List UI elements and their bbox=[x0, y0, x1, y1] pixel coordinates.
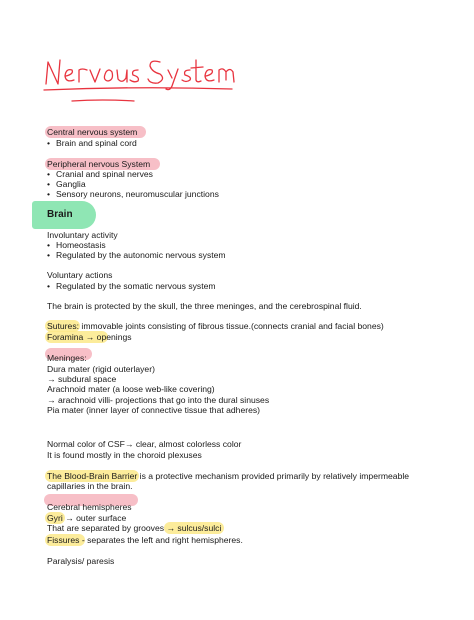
foramina-line bbox=[47, 332, 132, 343]
bbb-term: The Blood-Brain Barrier bbox=[47, 471, 138, 481]
csf-line-1: Normal color of CSF→ clear, almost colorless color bbox=[47, 439, 242, 449]
sutures-def: immovable joints consisting of fibrous tissue.(connects cranial and facial bones) bbox=[79, 321, 384, 331]
protection-text: The brain is protected by the skull, the three meninges, and the cerebrospinal fluid. bbox=[47, 301, 362, 311]
voluntary-heading: Voluntary actions bbox=[47, 270, 113, 280]
meninges-line-1: Dura mater (rigid outerlayer) bbox=[47, 364, 155, 374]
paralysis-text: Paralysis/ paresis bbox=[47, 556, 115, 566]
bbb-line bbox=[47, 471, 409, 482]
fissures-def: separates the left and right hemispheres. bbox=[84, 535, 243, 545]
voluntary-bullet-1: • Regulated by the somatic nervous system bbox=[47, 281, 216, 292]
bbb-def: is a protective mechanism provided primarily by relatively impermeable bbox=[137, 471, 410, 481]
peripheral-bullet-3: • Sensory neurons, neuromuscular junctions bbox=[47, 189, 219, 200]
grooves-pre: That are separated by grooves bbox=[47, 523, 167, 533]
peripheral-bullet-1: • Cranial and spinal nerves bbox=[47, 169, 153, 180]
fissures-term: Fissures - bbox=[47, 535, 85, 545]
gyri-term: Gyri bbox=[47, 513, 63, 523]
foramina-term: Foramina bbox=[47, 332, 84, 342]
meninges-line-3: Arachnoid mater (a loose web-like covering) bbox=[47, 384, 215, 394]
brain-heading: Brain bbox=[47, 209, 73, 220]
involuntary-bullet-1: • Homeostasis bbox=[47, 240, 106, 251]
central-bullet-1: • Brain and spinal cord bbox=[47, 138, 137, 149]
peripheral-bullet-2: • Ganglia bbox=[47, 179, 86, 190]
meninges-line-4: → arachnoid villi- projections that go into the dural sinuses bbox=[47, 395, 270, 405]
cerebral-heading: Cerebral hemispheres bbox=[47, 502, 132, 512]
bbb-line-2: capillaries in the brain. bbox=[47, 481, 133, 491]
handwritten-title bbox=[0, 0, 474, 120]
grooves-line bbox=[47, 523, 221, 534]
sutures-line bbox=[47, 321, 384, 332]
fissures-line bbox=[47, 535, 243, 546]
meninges-line-2: → subdural space bbox=[47, 374, 117, 384]
meninges-line-5: Pia mater (inner layer of connective tissue that adheres) bbox=[47, 405, 261, 415]
sutures-term: Sutures: bbox=[47, 321, 80, 331]
peripheral-heading: Peripheral nervous System bbox=[47, 159, 151, 169]
meninges-heading: Meninges: bbox=[47, 353, 87, 363]
grooves-term: → sulcus/sulci bbox=[166, 523, 222, 533]
gyri-line bbox=[47, 513, 126, 524]
foramina-def: → openings bbox=[83, 332, 132, 342]
involuntary-bullet-2: • Regulated by the autonomic nervous system bbox=[47, 250, 226, 261]
csf-line-2: It is found mostly in the choroid plexuses bbox=[47, 450, 202, 460]
central-heading: Central nervous system bbox=[47, 127, 138, 137]
gyri-def: → outer surface bbox=[62, 513, 127, 523]
involuntary-heading: Involuntary activity bbox=[47, 230, 118, 240]
